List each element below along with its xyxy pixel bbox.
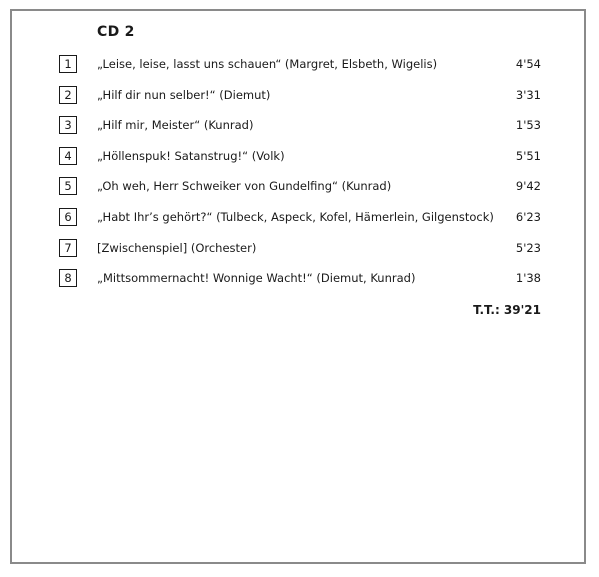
track-duration: 6'23 (515, 209, 541, 224)
track-duration: 5'51 (515, 148, 541, 163)
track-title: „Hilf mir, Meister“ (Kunrad) (97, 118, 254, 133)
disc-title: CD 2 (97, 24, 135, 40)
track-number: 3 (59, 116, 77, 134)
track-title: „Leise, leise, lasst uns schauen“ (Margret, Elsbeth, Wigelis) (97, 57, 438, 71)
track-number: 5 (59, 177, 77, 195)
track-row (59, 239, 541, 270)
track-duration: 1'53 (515, 118, 541, 133)
track-duration: 5'23 (515, 240, 541, 255)
track-title: „Habt Ihr’s gehört?“ (Tulbeck, Aspeck, Kofel, Hämerlein, Gilgenstock) (97, 209, 494, 224)
track-row (59, 147, 541, 178)
track-title: „Mittsommernacht! Wonnige Wacht!“ (Diemut, Kunrad) (97, 271, 416, 286)
track-title: „Hilf dir nun selber!“ (Diemut) (97, 87, 271, 102)
track-number: 6 (59, 208, 77, 226)
track-list (59, 55, 541, 300)
track-row (59, 86, 541, 117)
track-title: „Höllenspuk! Satanstrug!“ (Volk) (97, 148, 285, 163)
track-title: „Oh weh, Herr Schweiker von Gundelfing“ (Kunrad) (97, 179, 392, 194)
track-duration: 1'38 (515, 271, 541, 286)
track-row (59, 208, 541, 239)
track-row (59, 177, 541, 208)
track-number: 1 (59, 55, 77, 73)
track-row (59, 55, 541, 86)
track-title: [Zwischenspiel] (Orchester) (97, 240, 257, 255)
track-duration: 9'42 (515, 179, 541, 194)
track-number: 2 (59, 86, 77, 104)
track-number: 8 (59, 269, 77, 287)
total-time: T.T.: 39'21 (473, 303, 541, 317)
track-duration: 4'54 (515, 57, 541, 71)
track-number: 7 (59, 239, 77, 257)
track-duration: 3'31 (515, 87, 541, 102)
track-row (59, 116, 541, 147)
track-number: 4 (59, 147, 77, 165)
track-row (59, 269, 541, 300)
